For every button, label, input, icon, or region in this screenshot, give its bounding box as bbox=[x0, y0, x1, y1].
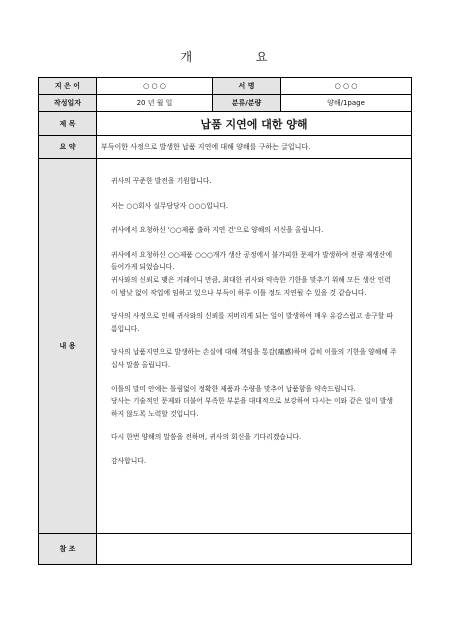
date-value: 20 년 월 일 bbox=[97, 95, 213, 112]
content-paragraph: 귀사에서 요청하신 ○○제품 ○○○개가 생산 공정에서 불가피한 문제가 발생하여 전량 재생산에 들어가게 되었습니다. bbox=[111, 250, 393, 272]
content-paragraph: 이틀의 말미 안에는 틀림없이 정확한 제품과 수량을 맞추어 납품함을 약속드립니다. bbox=[111, 384, 356, 393]
summary-value: 부득이한 사정으로 발생한 납품 지연에 대해 양해를 구하는 글입니다. bbox=[97, 136, 412, 159]
signature-value: ○ ○ ○ bbox=[281, 78, 412, 95]
content-body bbox=[97, 159, 412, 534]
content-paragraph: 당사는 기술적인 문제와 더불어 부족한 부분을 대대적으로 보강하여 다시는 이와 같은 일이 발생하지 않도록 노력할 것입니다. bbox=[111, 397, 393, 418]
summary-form-table bbox=[38, 77, 412, 565]
author-value: ○ ○ ○ bbox=[97, 78, 213, 95]
content-paragraph: 귀사에서 요청하신 '○○제품 출하 지연 건'으로 양해의 서신을 올립니다. bbox=[111, 226, 324, 235]
author-label: 지 은 이 bbox=[39, 78, 97, 95]
content-paragraph: 다시 한번 양해의 말씀을 전하며, 귀사의 회신을 기다리겠습니다. bbox=[111, 433, 302, 442]
reference-label: 참 조 bbox=[39, 534, 97, 565]
category-label: 분류/분량 bbox=[213, 95, 281, 112]
signature-label: 서 명 bbox=[213, 78, 281, 95]
subject-value: 납품 지연에 대한 양해 bbox=[97, 112, 412, 136]
subject-label: 제 목 bbox=[39, 112, 97, 136]
content-paragraph: 저는 ○○회사 실무담당자 ○○○입니다. bbox=[111, 201, 229, 210]
content-paragraph: 귀사와의 신뢰로 맺은 거래이니 만큼, 최대한 귀사와 약속한 기한을 맞추기 위해 모든 생산 인력이 밤낮 없이 작업에 임하고 있으나 부득이 하루 이틀 정도 지연될 수 있을 것 같습니다. bbox=[111, 275, 391, 297]
content-paragraph: 감사합니다. bbox=[111, 456, 146, 465]
summary-label: 요 약 bbox=[39, 136, 97, 159]
category-value: 양해/1page bbox=[281, 95, 412, 112]
content-paragraph: 당사의 납품지연으로 발생하는 손실에 대해 책임을 통감(痛感)하며 갑히 이틀의 기한을 양해해 주십사 말씀 올립니다. bbox=[111, 348, 397, 369]
reference-value bbox=[97, 534, 412, 565]
date-label: 작성일자 bbox=[39, 95, 97, 112]
content-label: 내 용 bbox=[39, 159, 97, 534]
document-title: 개 요 bbox=[180, 50, 298, 64]
content-paragraph: 귀사의 꾸준한 발전을 기원합니다. bbox=[111, 177, 212, 185]
content-paragraph: 당사의 사정으로 인해 귀사와의 신뢰를 저버리게 되는 일이 발생하여 매우 유감스럽고 송구할 따름입니다. bbox=[111, 312, 393, 333]
